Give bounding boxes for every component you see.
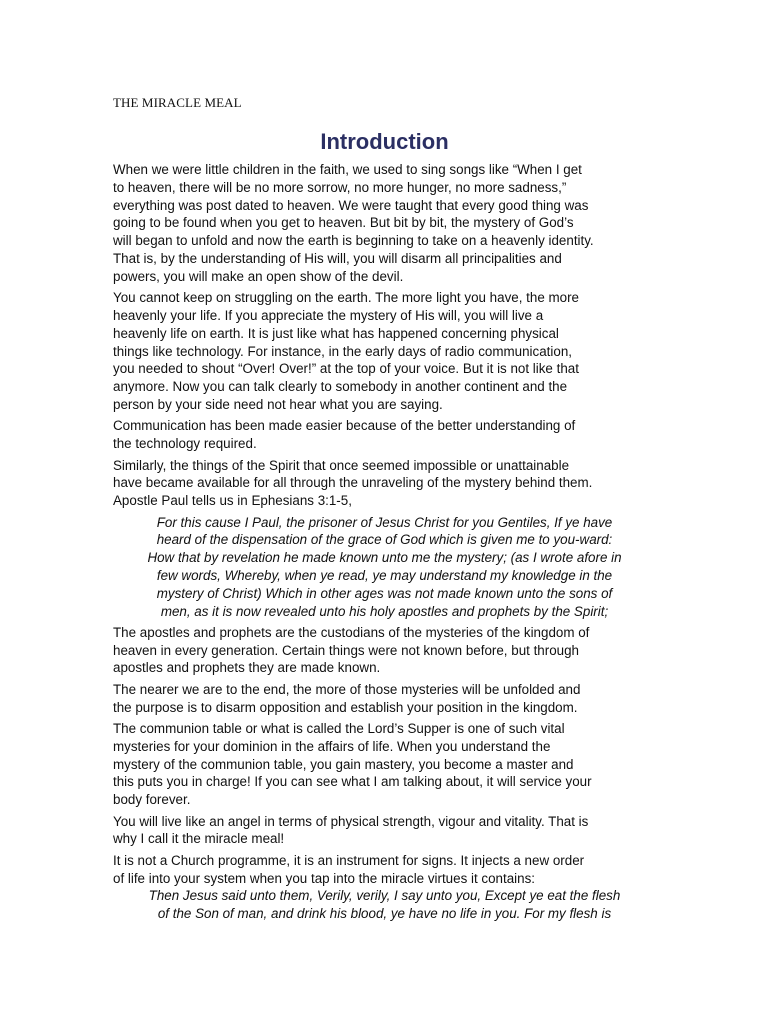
body-paragraph	[113, 813, 656, 849]
text-line: mysteries for your dominion in the affairs of life. When you understand the	[113, 738, 551, 754]
text-line: heard of the dispensation of the grace of God which is given me to you-ward:	[156, 532, 613, 548]
text-line: everything was post dated to heaven. We were taught that every good thing was	[113, 197, 589, 213]
text-line: heavenly life on earth. It is just like what has happened concerning physical	[113, 325, 559, 341]
body-paragraph	[113, 417, 656, 453]
text-line: things like technology. For instance, in the early days of radio communication,	[113, 343, 572, 359]
body-paragraph	[113, 161, 656, 286]
text-line: When we were little children in the faith, we used to sing songs like “When I get	[113, 162, 582, 177]
text-line: person by your side need not hear what you are saying.	[113, 396, 443, 412]
text-line: mystery of the communion table, you gain mastery, you become a master and	[113, 756, 574, 772]
text-line: of the Son of man, and drink his blood, ye have no life in you. For my flesh is	[157, 906, 612, 922]
text-line: The nearer we are to the end, the more of those mysteries will be unfolded and	[113, 681, 581, 697]
scripture-quote	[113, 514, 656, 621]
text-line: the purpose is to disarm opposition and establish your position in the kingdom.	[113, 699, 578, 715]
text-line: mystery of Christ) Which in other ages was not made known unto the sons of	[156, 585, 613, 601]
text-line: The communion table or what is called the Lord’s Supper is one of such vital	[113, 721, 565, 737]
text-line: few words, Whereby, when ye read, ye may understand my knowledge in the	[156, 567, 613, 583]
document-body	[113, 161, 656, 923]
scripture-quote	[113, 887, 656, 923]
body-paragraph	[113, 457, 656, 510]
body-paragraph	[113, 681, 656, 717]
body-paragraph	[113, 289, 656, 414]
text-line: For this cause I Paul, the prisoner of Jesus Christ for you Gentiles, If ye have	[156, 514, 613, 530]
text-line: Communication has been made easier because of the better understanding of	[113, 418, 576, 434]
text-line: why I call it the miracle meal!	[113, 831, 285, 847]
text-line: heaven in every generation. Certain things were not known before, but through	[113, 642, 579, 658]
text-line: You cannot keep on struggling on the earth. The more light you have, the more	[113, 290, 580, 306]
text-line: anymore. Now you can talk clearly to somebody in another continent and the	[113, 379, 568, 395]
text-line: have became available for all through the unraveling of the mystery behind them.	[113, 475, 593, 491]
body-paragraph	[113, 852, 656, 888]
text-line: you needed to shout “Over! Over!” at the top of your voice. But it is not like that	[113, 361, 579, 377]
text-line: heavenly your life. If you appreciate the mystery of His will, you will live a	[113, 307, 544, 323]
text-line: the technology required.	[113, 436, 257, 452]
text-line: Apostle Paul tells us in Ephesians 3:1-5,	[113, 493, 352, 509]
document-header: THE MIRACLE MEAL	[113, 95, 242, 110]
body-paragraph	[113, 720, 656, 809]
text-line: The apostles and prophets are the custodians of the mysteries of the kingdom of	[113, 624, 590, 640]
text-line: this puts you in charge! If you can see what I am talking about, it will service your	[113, 774, 592, 790]
body-paragraph	[113, 624, 656, 677]
text-line: men, as it is now revealed unto his holy apostles and prophets by the Spirit;	[160, 603, 609, 619]
text-line: You will live like an angel in terms of physical strength, vigour and vitality. That is	[113, 813, 589, 829]
text-line: to heaven, there will be no more sorrow, no more hunger, no more sadness,”	[113, 179, 567, 195]
text-line: body forever.	[113, 792, 191, 808]
text-line: going to be found when you get to heaven. But bit by bit, the mystery of God’s	[113, 215, 574, 231]
text-line: That is, by the understanding of His will, you will disarm all principalities and	[113, 250, 562, 266]
text-line: It is not a Church programme, it is an instrument for signs. It injects a new order	[113, 852, 585, 868]
page-title: Introduction	[320, 129, 449, 154]
text-line: apostles and prophets they are made known.	[113, 660, 381, 676]
text-line: How that by revelation he made known unto me the mystery; (as I wrote afore in	[147, 550, 622, 566]
text-line: Similarly, the things of the Spirit that once seemed impossible or unattainable	[113, 457, 570, 473]
text-line: powers, you will make an open show of the devil.	[113, 268, 404, 284]
text-line: Then Jesus said unto them, Verily, verily, I say unto you, Except ye eat the flesh	[148, 888, 621, 904]
text-line: of life into your system when you tap into the miracle virtues it contains:	[113, 870, 536, 886]
text-line: will began to unfold and now the earth is beginning to take on a heavenly identity.	[113, 233, 594, 249]
